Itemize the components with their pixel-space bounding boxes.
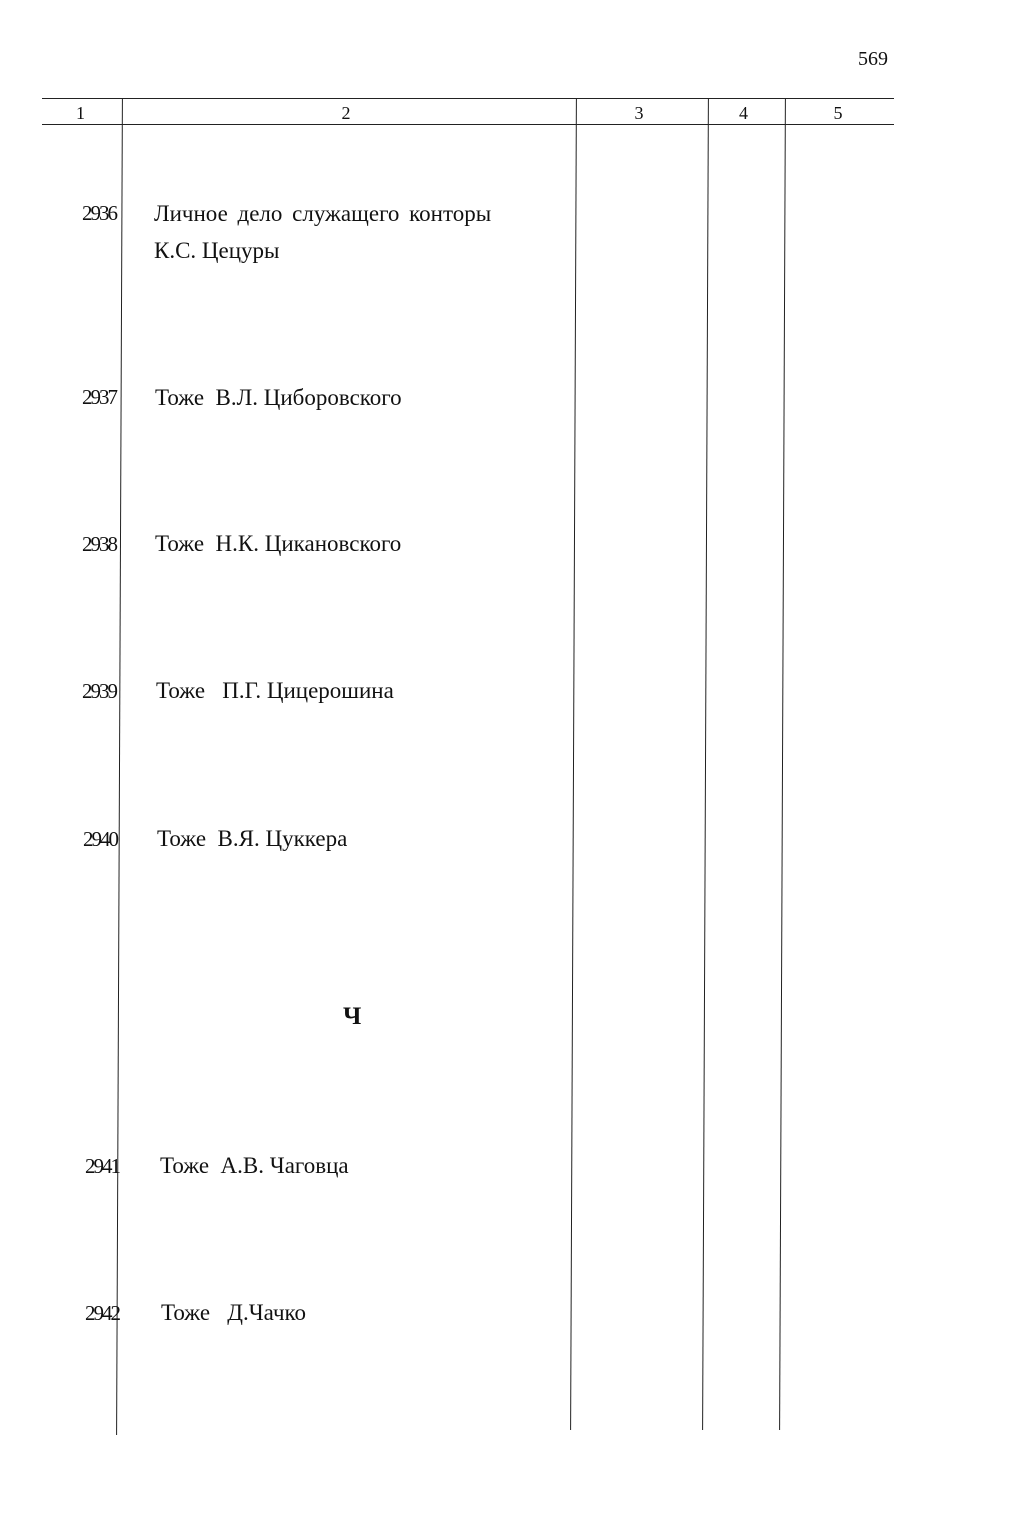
- row-description: [160, 1147, 349, 1184]
- column-header-2: 2: [341, 103, 351, 123]
- page-number: 569: [858, 48, 888, 70]
- row-description-line: Личное дело служащего конторы: [154, 201, 492, 226]
- column-divider-4: [779, 98, 786, 1430]
- row-number: 2939: [82, 679, 116, 703]
- column-divider-1: [116, 98, 123, 1435]
- column-divider-3: [702, 98, 709, 1430]
- column-divider-2: [570, 98, 577, 1430]
- row-description: [155, 525, 401, 562]
- column-header-4: 4: [739, 103, 748, 123]
- row-description-line: Тоже В.Я. Цуккера: [157, 826, 348, 851]
- row-number: 2940: [83, 827, 117, 851]
- column-header-1: 1: [76, 103, 85, 123]
- row-number: 2942: [85, 1301, 119, 1325]
- column-header-5: 5: [833, 103, 843, 123]
- row-description: [154, 195, 491, 269]
- table-header-top-rule: [42, 98, 894, 99]
- row-description-line: Тоже А.В. Чаговца: [160, 1153, 349, 1178]
- row-description-line: Тоже В.Л. Циборовского: [155, 385, 402, 410]
- column-header-3: 3: [634, 103, 644, 123]
- row-number: 2937: [82, 385, 116, 409]
- row-description: [161, 1294, 306, 1331]
- row-description-line: Тоже Н.К. Цикановского: [155, 531, 402, 556]
- section-letter: Ч: [343, 1003, 362, 1030]
- table-header-bottom-rule: [42, 124, 894, 125]
- row-number: 2941: [85, 1154, 119, 1178]
- row-number: 2936: [82, 201, 116, 225]
- row-description: [157, 820, 347, 857]
- row-description: [155, 379, 402, 416]
- row-description-line: Тоже П.Г. Цицерошина: [156, 678, 394, 703]
- row-description: [156, 672, 394, 709]
- row-number: 2938: [82, 532, 116, 556]
- row-description-line: К.С. Цецуры: [154, 238, 280, 263]
- row-description-line: Тоже Д.Чачко: [161, 1300, 307, 1325]
